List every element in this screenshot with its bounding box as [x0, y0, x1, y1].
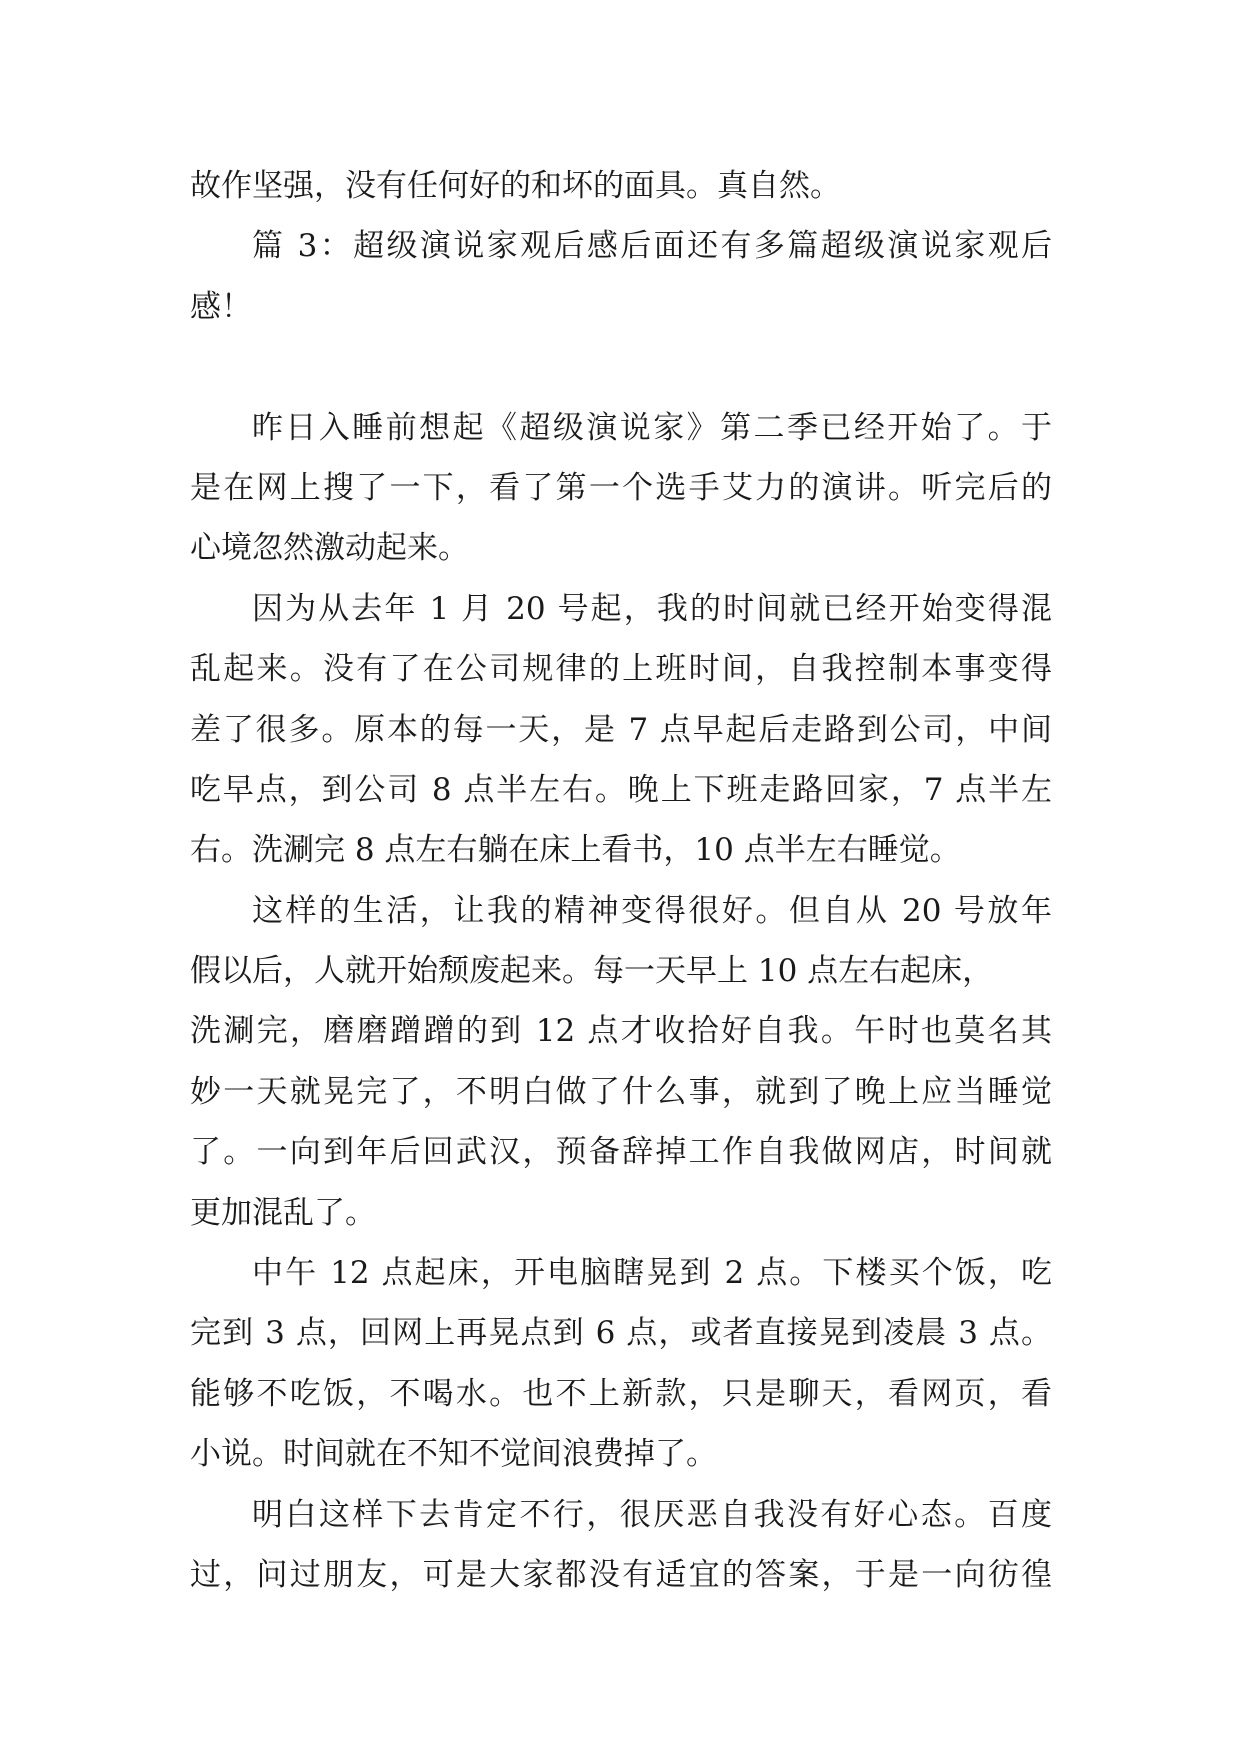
text-line: 小说。时间就在不知不觉间浪费掉了。: [190, 1436, 717, 1473]
text-line: 假以后，人就开始颓废起来。每一天早上 10 点左右起床，: [190, 953, 994, 990]
text-line: 能够不吃饭，不喝水。也不上新款，只是聊天，看网页，看: [190, 1375, 1052, 1412]
text-line: 乱起来。没有了在公司规律的上班时间，自我控制本事变得: [190, 651, 1052, 688]
text-line: 差了很多。原本的每一天，是 7 点早起后走路到公司，中间: [190, 711, 1052, 748]
text-line: 了。一向到年后回武汉，预备辞掉工作自我做网店，时间就: [190, 1134, 1052, 1171]
text-line: 洗涮完，磨磨蹭蹭的到 12 点才收拾好自我。午时也莫名其: [190, 1013, 1052, 1050]
text-line: 昨日入睡前想起《超级演说家》第二季已经开始了。于: [252, 409, 1052, 446]
document-body: [190, 156, 1052, 1605]
text-line: 明白这样下去肯定不行，很厌恶自我没有好心态。百度: [252, 1496, 1052, 1533]
text-line: 更加混乱了。: [190, 1194, 376, 1231]
text-line: 过，问过朋友，可是大家都没有适宜的答案，于是一向彷徨: [190, 1556, 1052, 1593]
text-line: 这样的生活，让我的精神变得很好。但自从 20 号放年: [252, 892, 1052, 929]
text-line: 妙一天就晃完了，不明白做了什么事，就到了晚上应当睡觉: [190, 1073, 1052, 1110]
text-line: 故作坚强，没有任何好的和坏的面具。真自然。: [190, 168, 841, 204]
text-line: 中午 12 点起床，开电脑瞎晃到 2 点。下楼买个饭，吃: [252, 1255, 1052, 1292]
blank-line: [190, 337, 1052, 397]
text-line: 心境忽然激动起来。: [190, 530, 469, 567]
section-heading-line: 篇 3：超级演说家观后感后面还有多篇超级演说家观后: [252, 228, 1052, 265]
text-line: 吃早点，到公司 8 点半左右。晚上下班走路回家，7 点半左: [190, 771, 1052, 808]
text-line: 右。洗涮完 8 点左右躺在床上看书，10 点半左右睡觉。: [190, 832, 961, 869]
text-line: 因为从去年 1 月 20 号起，我的时间就已经开始变得混: [252, 590, 1052, 627]
text-line: 完到 3 点，回网上再晃点到 6 点，或者直接晃到凌晨 3 点。: [190, 1315, 1052, 1352]
section-heading-line: 感！: [190, 288, 252, 325]
text-line: 是在网上搜了一下，看了第一个选手艾力的演讲。听完后的: [190, 469, 1052, 506]
